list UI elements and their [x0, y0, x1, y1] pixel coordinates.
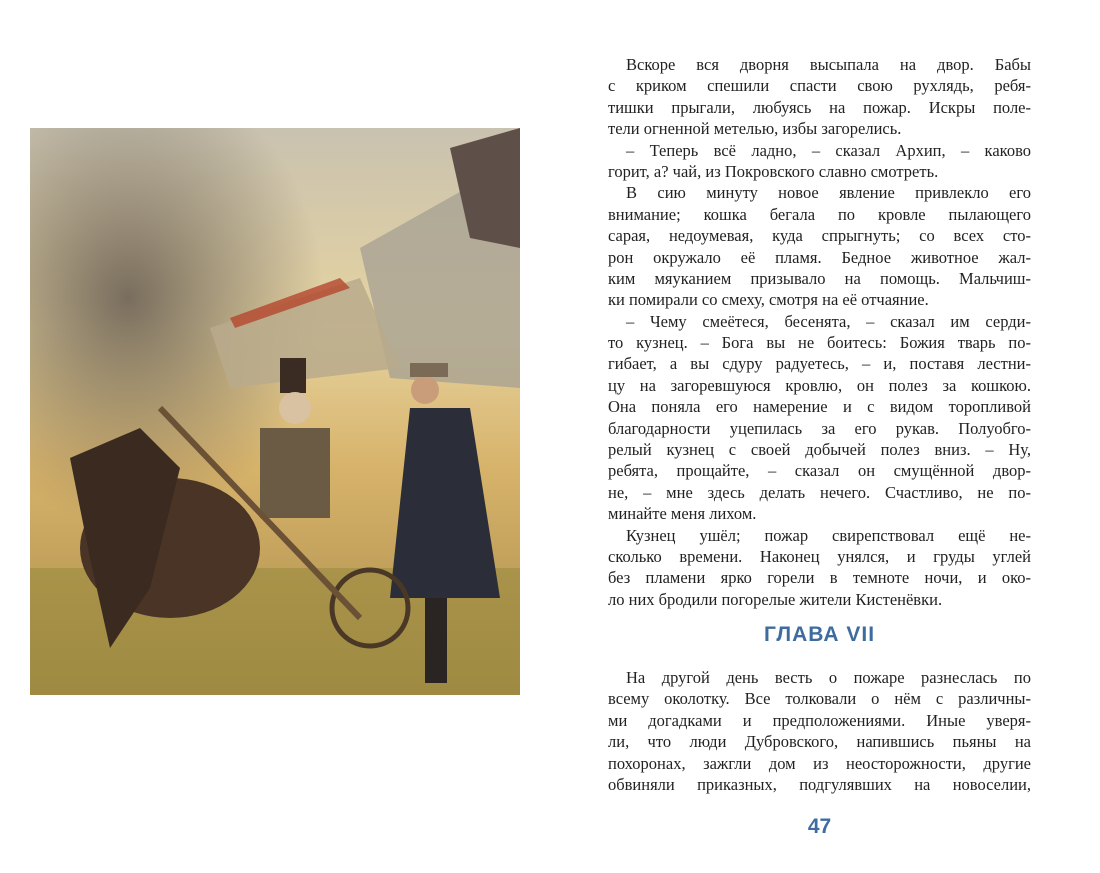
text-line: гибает, а вы сдуру радуетесь, – и, поставя лестни- [608, 354, 1031, 374]
paragraph [608, 525, 1031, 611]
body-text-block-1 [608, 54, 1031, 610]
illustration [30, 128, 520, 695]
text-line: ким мяуканием призывало на помощь. Мальчиш- [608, 268, 1031, 288]
text-line: рон окружало её пламя. Бедное животное жал- [608, 247, 1031, 267]
text-line: минайте меня лихом. [608, 504, 757, 524]
watercolor-illustration [30, 128, 520, 695]
text-line: сарая, недоумевая, куда спрыгнуть; со всех сто- [608, 226, 1031, 246]
text-line: На другой день весть о пожаре разнеслась по [626, 668, 1031, 687]
text-line: Вскоре вся дворня высыпала на двор. Бабы [626, 55, 1031, 74]
text-line: без пламени ярко горели в темноте ночи, и око- [608, 568, 1031, 588]
text-line: – Теперь всё ладно, – сказал Архип, – каково [626, 140, 1031, 160]
text-line: обвиняли приказных, подгулявших на новоселии, [608, 774, 1031, 794]
text-line: ребята, прощайте, – сказал он смущённой двор- [608, 461, 1031, 481]
body-text-block-2 [608, 667, 1031, 795]
text-line: похоронах, зажгли дом из неосторожности, другие [608, 753, 1031, 773]
text-line: тишки прыгали, любуясь на пожар. Искры поле- [608, 97, 1031, 117]
text-line: не, – мне здесь делать нечего. Счастливо, не по- [608, 482, 1031, 502]
paragraph [608, 54, 1031, 140]
paragraph [608, 311, 1031, 525]
text-line: ли, что люди Дубровского, напившись пьяны на [608, 732, 1031, 752]
chapter-title: ГЛАВА VII [763, 623, 876, 646]
text-line: Она поняла его намерение и с видом торопливой [608, 397, 1031, 417]
text-line: то кузнец. – Бога вы не боитесь: Божия тварь по- [608, 333, 1031, 353]
text-line: горит, а? чай, из Покровского славно смотреть. [608, 161, 939, 181]
text-line: всему околотку. Все толковали о нём с различны- [608, 689, 1031, 709]
paragraph [608, 140, 1031, 183]
text-line: релый кузнец с своей добычей полез вниз. – Ну, [608, 440, 1031, 460]
text-line: благодарности уцепилась за его рукав. Полуобго- [608, 418, 1031, 438]
page-number: 47 [807, 815, 832, 838]
text-line: В сию минуту новое явление привлекло его [626, 183, 1031, 203]
text-line: сколько времени. Наконец унялся, и груды углей [608, 546, 1031, 566]
text-line: с криком спешили спасти свою рухлядь, ребя- [608, 76, 1031, 96]
text-line: ки помирали со смеху, смотря на её отчаяние. [608, 290, 929, 310]
paragraph [608, 667, 1031, 795]
text-line: внимание; кошка бегала по кровле пылающего [608, 204, 1031, 224]
text-line: Кузнец ушёл; пожар свирепствовал ещё не- [626, 525, 1031, 545]
text-line: ло них бродили погорелые жители Кистенёвки. [608, 589, 943, 609]
text-line: – Чему смеётеся, бесенята, – сказал им серди- [626, 311, 1031, 331]
text-line: цу на загоревшуюся кровлю, он полез за кошкою. [608, 375, 1031, 395]
text-line: тели огненной метелью, избы загорелись. [608, 119, 902, 139]
paragraph [608, 182, 1031, 310]
text-line: ми догадками и предположениями. Иные уверя- [608, 710, 1031, 730]
